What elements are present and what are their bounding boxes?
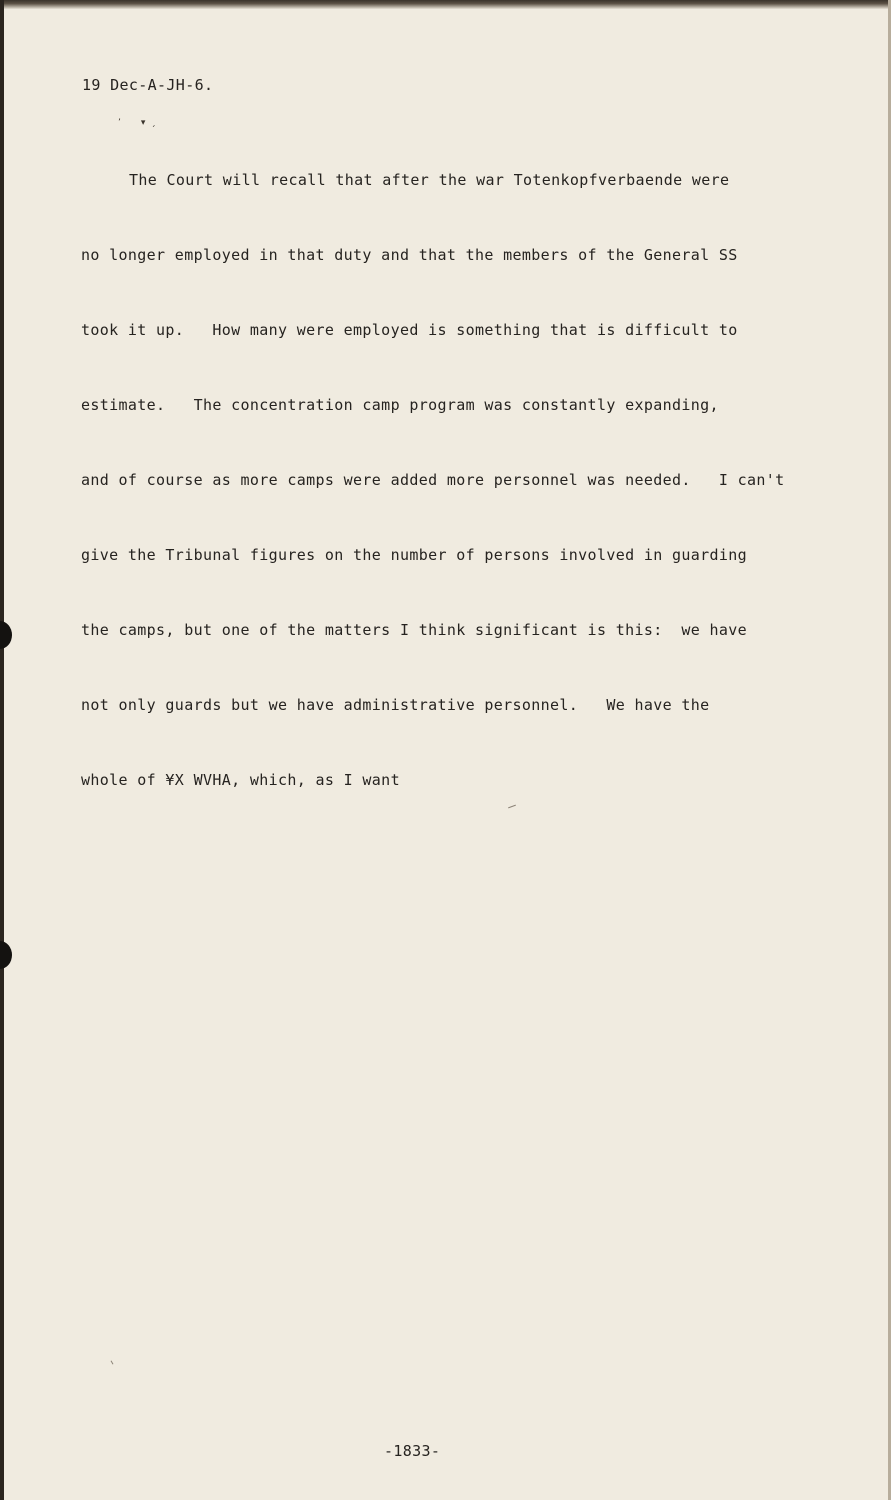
paper-speck bbox=[111, 1361, 114, 1365]
body-line: The Court will recall that after the war Totenkopfverbaende were bbox=[129, 171, 730, 189]
body-line: no longer employed in that duty and that the members of the General SS bbox=[81, 246, 738, 264]
body-line: took it up. How many were employed is something that is difficult to bbox=[81, 321, 738, 339]
body-line: estimate. The concentration camp program was constantly expanding, bbox=[81, 396, 719, 414]
body-line: not only guards but we have administrative personnel. We have the bbox=[81, 696, 710, 714]
body-line: and of course as more camps were added more personnel was needed. I can't bbox=[81, 471, 785, 489]
punch-hole-lower bbox=[0, 941, 12, 969]
page-number: -1833- bbox=[384, 1442, 441, 1460]
ink-tick-marks: ’ ▾ ˏ bbox=[118, 118, 156, 128]
paper-left-edge bbox=[0, 0, 4, 1500]
body-line: the camps, but one of the matters I think significant is this: we have bbox=[81, 621, 748, 639]
body-text bbox=[81, 133, 785, 844]
punch-hole-upper bbox=[0, 621, 12, 649]
body-line: whole of ¥X WVHA, which, as I want bbox=[81, 771, 400, 789]
paper-top-edge bbox=[0, 0, 891, 9]
page-reference: 19 Dec-A-JH-6. bbox=[82, 76, 214, 94]
body-line: give the Tribunal figures on the number of persons involved in guarding bbox=[81, 546, 748, 564]
